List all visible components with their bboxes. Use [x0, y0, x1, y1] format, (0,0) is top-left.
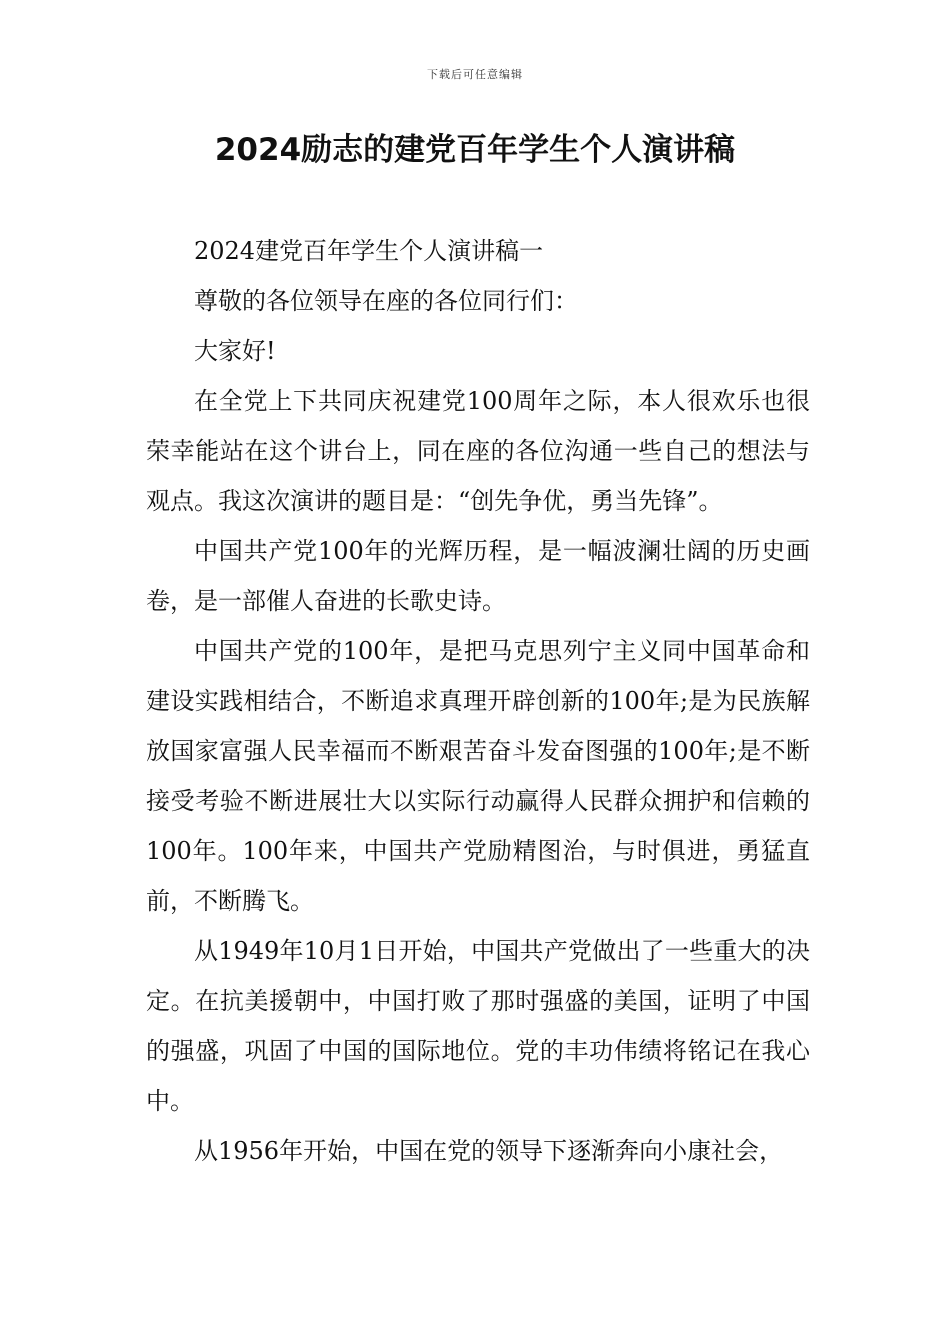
paragraph: 从1956年开始，中国在党的领导下逐渐奔向小康社会， [194, 1137, 784, 1165]
paragraph: 大家好! [194, 337, 276, 365]
document-title: 2024励志的建党百年学生个人演讲稿 [214, 132, 736, 168]
header-note: 下载后可任意编辑 [427, 68, 523, 81]
paragraph: 在全党上下共同庆祝建党100周年之际，本人很欢乐也很荣幸能站在这个讲台上，同在座的各位沟通一些自己的想法与观点。我这次演讲的题目是：“创先争优，勇当先锋”。 [146, 387, 810, 515]
paragraph: 中国共产党100年的光辉历程，是一幅波澜壮阔的历史画卷，是一部催人奋进的长歌史诗。 [146, 537, 810, 615]
paragraph: 尊敬的各位领导在座的各位同行们： [194, 287, 578, 315]
paragraph: 中国共产党的100年，是把马克思列宁主义同中国革命和建设实践相结合，不断追求真理开辟创新的100年;是为民族解放国家富强人民幸福而不断艰苦奋斗发奋图强的100年;是不断接受考验不断进展壮大以实际行动赢得人民群众拥护和信赖的100年。100年来，中国共产党励精图治，与时俱进，勇猛直前，不断腾飞。 [146, 637, 810, 915]
paragraph: 从1949年10月1日开始，中国共产党做出了一些重大的决定。在抗美援朝中，中国打败了那时强盛的美国，证明了中国的强盛，巩固了中国的国际地位。党的丰功伟绩将铭记在我心中。 [146, 937, 810, 1115]
document-body [146, 226, 810, 1176]
paragraph: 2024建党百年学生个人演讲稿一 [194, 237, 544, 265]
